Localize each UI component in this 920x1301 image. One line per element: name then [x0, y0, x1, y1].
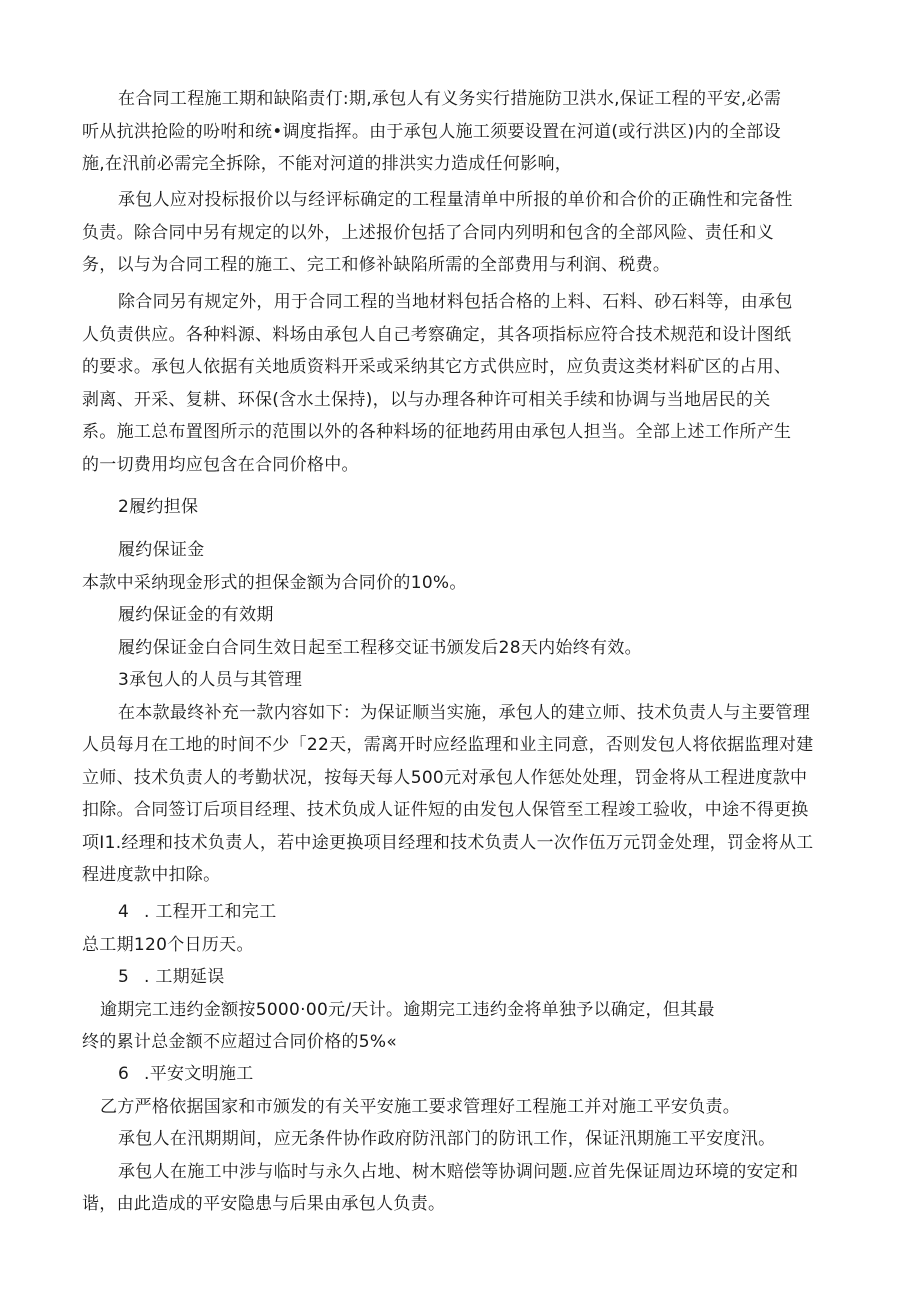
section-heading — [82, 961, 860, 994]
text-line: 谐，由此造成的平安隐患与后果由承包人负责。 — [82, 1194, 446, 1214]
section-heading: 2履约担保 — [118, 497, 199, 517]
text-line: 听从抗洪抢险的吩咐和统•调度指挥。由于承包人施工须要设置在河道(或行洪区)内的全部设 — [82, 121, 781, 142]
text-line: 立师、技术负责人的考勤状况，按每天每人500元对承包人作惩处处理，罚金将从工程进度款中 — [82, 767, 808, 788]
text-line: 逾期完工违约金额按5000·00元/天计。逾期完工违约金将单独予以确定，但其最 — [100, 999, 715, 1020]
text-line: 乙方严格依据国家和市颁发的有关平安施工要求管理好工程施工并对施工平安负责。 — [100, 1096, 741, 1117]
section-number: 5 — [118, 967, 130, 987]
text-line: 履约保证金 — [118, 540, 205, 560]
text-line: 除合同另有规定外，用于合同工程的当地材料包括合格的上料、石料、砂石料等，由承包 — [118, 292, 793, 312]
paragraph-materials — [82, 286, 860, 481]
text-line: 人员每月在工地的时间不少「22天，需离开时应经监理和业主同意，否则发包人将依据监理对建 — [82, 735, 814, 755]
section-title: . 工程开工和完工 — [144, 902, 277, 922]
text-line: 承包人在汛期期间，应无条件协作政府防汛部门的防讯工作，保证汛期施工平安度汛。 — [118, 1129, 776, 1149]
section-contractor-personnel — [82, 664, 860, 892]
text-line: 人负责供应。各种料源、料场由承包人自己考察确定，其各项指标应符合技术规范和设计图纸 — [82, 324, 792, 345]
text-line: 施,在汛前必需完全拆除，不能对河道的排洪实力造成任何影响， — [82, 154, 573, 174]
text-line: 在合同工程施工期和缺陷责仃:期,承包人有义务实行措施防卫洪水,保证工程的平安,必需 — [118, 89, 782, 109]
section-start-completion — [82, 896, 860, 961]
text-line: 程进度款中扣除。 — [82, 865, 221, 885]
text-line: 总工期120个日历天。 — [82, 934, 254, 955]
section-safe-construction — [82, 1058, 860, 1221]
text-line: 的一切费用均应包含在合同价格中。 — [82, 454, 359, 475]
text-line: 承包人在施工中涉与临时与永久占地、树木赔偿等协调问题.应首先保证周边环境的安定和 — [118, 1161, 799, 1182]
text-line: 履约保证金的有效期 — [118, 605, 274, 625]
section-title: . 工期延误 — [144, 967, 225, 987]
text-line: 剥离、开采、复耕、环保(含水土保持)，以与办理各种许可相关手续和协调与当地居民的关 — [82, 389, 771, 410]
text-line: 终的累计总金额不应超过合同价格的5%« — [82, 1032, 398, 1052]
text-line: 本款中采纳现金形式的担保金额为合同价的10%。 — [82, 572, 467, 593]
text-line: 的要求。承包人依据有关地质资料开采或采纳其它方式供应时，应负责这类材料矿区的占用、 — [82, 357, 792, 377]
paragraph-flood-control — [82, 83, 860, 181]
text-line: 扣除。合同签订后项目经理、技术负成人证件短的由发包人保管至工程竣工验收，中途不得更换 — [82, 800, 809, 820]
section-delay — [82, 961, 860, 1059]
section-number: 6 — [118, 1064, 130, 1084]
text-line: 系。施工总布置图所示的范围以外的各种料场的征地药用由承包人担当。全部上述工作所产生 — [82, 422, 792, 442]
paragraph-pricing — [82, 184, 860, 282]
section-heading: 3承包人的人员与其管理 — [118, 670, 303, 690]
text-line: 在本款最终补充一款内容如下：为保证顺当实施，承包人的建立师、技术负责人与主要管理 — [118, 702, 810, 723]
section-performance-guarantee — [82, 491, 860, 524]
section-title: .平安文明施工 — [144, 1064, 254, 1084]
section-heading — [82, 1058, 860, 1091]
text-line: 履约保证金白合同生效日起至工程移交证书颁发后28天内始终有效。 — [118, 637, 642, 658]
text-line: 负责。除合同中另有规定的以外，上述报价包括了合同内列明和包含的全部风险、责任和义 — [82, 222, 774, 243]
text-line: 务，以与为合同工程的施工、完工和修补缺陷所需的全部费用与利润、税费。 — [82, 255, 671, 275]
section-performance-guarantee-body — [82, 534, 860, 664]
section-number: 4 — [118, 902, 130, 922]
text-line: 项I1.经理和技术负责人，若中途更换项目经理和技术负责人一次作伍万元罚金处理，罚金将从工 — [82, 832, 814, 853]
text-line: 承包人应对投标报价以与经评标确定的工程量清单中所报的单价和合价的正确性和完备性 — [118, 190, 793, 210]
section-heading — [82, 896, 860, 929]
